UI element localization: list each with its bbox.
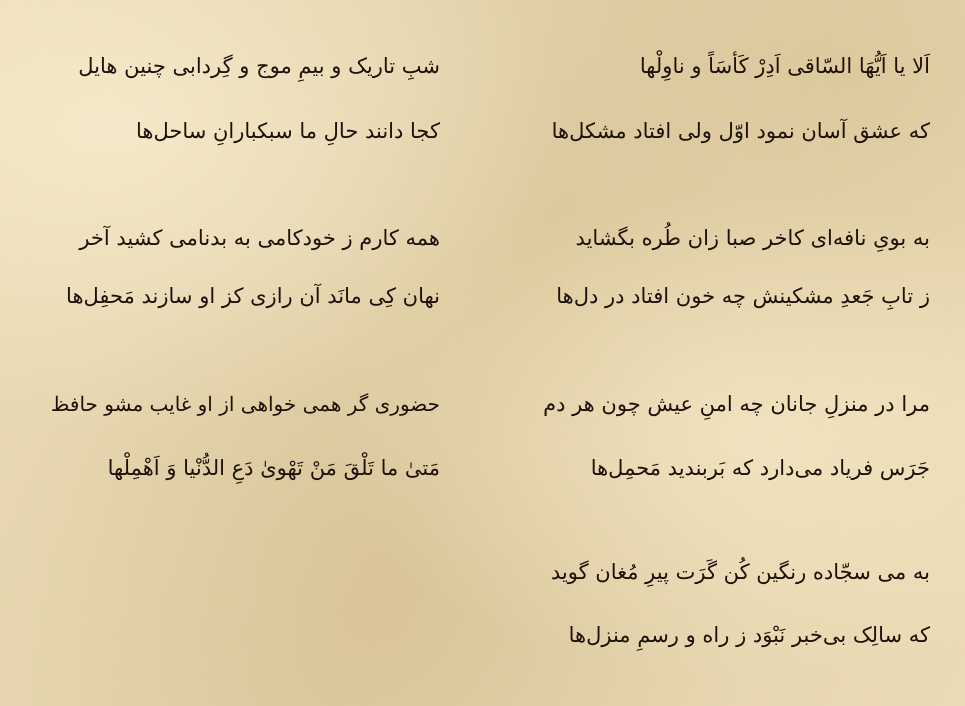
couplet-7-line-1: حضوری گر همی خواهی از او غایب مشو حافظ <box>50 392 440 416</box>
left-column <box>40 0 440 706</box>
couplet-3-line-1: مرا در منزلِ جانان چه امنِ عیش چون هر دم <box>543 392 930 416</box>
couplet-4-line-2: که سالِک بی‌خبر نَبْوَد ز راه و رسمِ منزل‌ها <box>568 623 930 647</box>
couplet-5-line-1: شبِ تاریک و بیمِ موج و گِردابی چنین هایل <box>78 54 440 78</box>
couplet-2-line-1: به بویِ نافه‌ای کاخر صبا زان طُره بگشاید <box>575 226 930 250</box>
couplet-6-line-2: نهان کِی مانَد آن رازی کز او سازند مَحفِل‌ها <box>66 284 440 308</box>
couplet-3-line-2: جَرَس فریاد می‌دارد که بَربندید مَحمِل‌ها <box>590 456 930 480</box>
couplet-6-line-1: همه کارم ز خودکامی به بدنامی کشید آخر <box>79 226 440 250</box>
couplet-1-line-2: که عشق آسان نمود اوّل ولی افتاد مشکل‌ها <box>551 119 930 143</box>
right-column <box>520 0 930 706</box>
couplet-2-line-2: ز تابِ جَعدِ مشکینش چه خون افتاد در دل‌ها <box>556 284 930 308</box>
couplet-4-line-1: به می سجّاده رنگین کُن گَرَت پیرِ مُغان گوید <box>550 560 930 584</box>
couplet-5-line-2: کجا دانند حالِ ما سبکبارانِ ساحل‌ها <box>135 119 440 143</box>
couplet-1-line-1: اَلا یا اَیُّهَا السّاقی اَدِرْ کَأسَاً و ناوِلْها <box>639 54 930 78</box>
couplet-7-line-2: مَتیٰ ما تَلْقَ مَنْ تَهْویٰ دَعِ الدُّنْیا وَ اَهْمِلْها <box>107 456 440 480</box>
